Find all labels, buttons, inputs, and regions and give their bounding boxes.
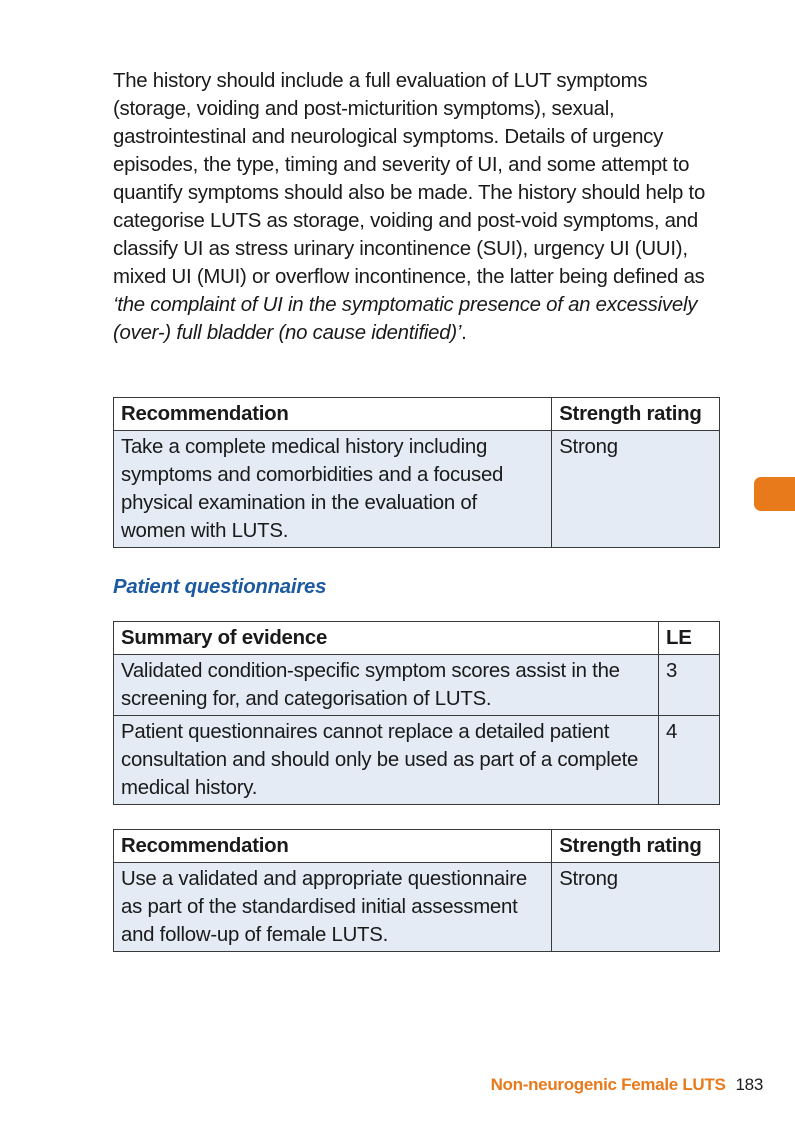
strength-rating-cell: Strong [552,431,720,548]
intro-paragraph [113,67,725,347]
page-number: 183 [735,1075,763,1094]
evidence-summary-cell: Validated condition-specific symptom scores assist in the screening for, and categorisation of LUTS. [114,655,659,716]
level-of-evidence-cell: 3 [659,655,720,716]
footer-section-title: Non-neurogenic Female LUTS [490,1075,726,1094]
table-row [114,863,720,952]
page-footer [491,1073,763,1097]
table-header-row [114,398,720,431]
column-header-summary-of-evidence: Summary of evidence [114,622,659,655]
chapter-tab-marker [754,477,795,511]
level-of-evidence-cell: 4 [659,716,720,805]
column-header-recommendation: Recommendation [114,398,552,431]
recommendation-cell: Use a validated and appropriate questionnaire as part of the standardised initial assessment and follow-up of female LUTS. [114,863,552,952]
column-header-strength-rating: Strength rating [552,830,720,863]
column-header-le: LE [659,622,720,655]
intro-definition-quote: ‘the complaint of UI in the symptomatic presence of an excessively (over-) full bladder (no cause identified)’ [113,294,698,344]
summary-of-evidence-table [113,621,720,805]
recommendation-table-history [113,397,720,548]
table-row [114,431,720,548]
strength-rating-cell: Strong [552,863,720,952]
intro-text: The history should include a full evaluation of LUT symptoms (storage, voiding and post-micturition symptoms), sexual, gastrointestinal and neurological symptoms. Details of urgency episodes, the type, timing and severity of UI, and some attempt to quantify symptoms should also be made. The history should help to categorise LUTS as storage, voiding and post-void symptoms, and classify UI as stress urinary incontinence (SUI), urgency UI (UUI), mixed UI (MUI) or overflow incontinence, the latter being defined as [113,70,706,288]
table-header-row [114,622,720,655]
recommendation-cell: Take a complete medical history including symptoms and comorbidities and a focused physical examination in the evaluation of women with LUTS. [114,431,552,548]
column-header-recommendation: Recommendation [114,830,552,863]
recommendation-table-questionnaire [113,829,720,952]
evidence-summary-cell: Patient questionnaires cannot replace a detailed patient consultation and should only be used as part of a complete medical history. [114,716,659,805]
section-heading-patient-questionnaires: Patient questionnaires [113,576,327,598]
table-row [114,655,720,716]
table-header-row [114,830,720,863]
intro-text-end: . [461,322,467,344]
table-row [114,716,720,805]
column-header-strength-rating: Strength rating [552,398,720,431]
